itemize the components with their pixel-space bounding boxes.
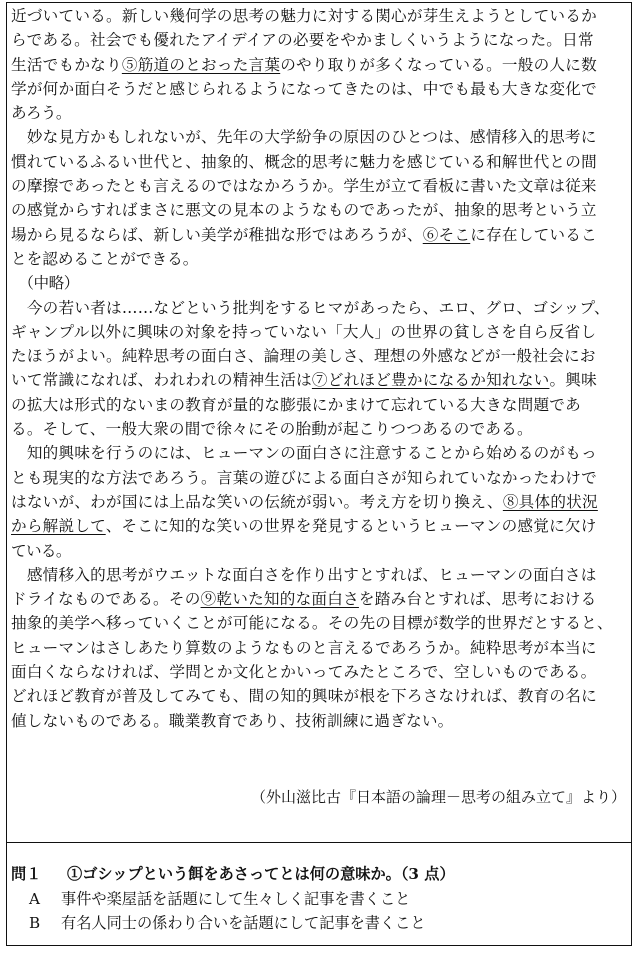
passage-line (11, 587, 631, 611)
passage-line (11, 563, 631, 587)
passage-text: とも現実的な方法であろう。言葉の遊びによる面白さが知られていなかったわけで (11, 468, 597, 487)
question-number: 問１ (11, 865, 42, 883)
passage-line (11, 514, 631, 538)
passage-text: とを認めることができる。 (11, 249, 199, 268)
passage-text: 感情移入的思考がウエットな面白さを作り出すとすれば、ヒューマンの面白さは (11, 565, 597, 584)
passage-line (11, 296, 631, 320)
passage-text: ヒューマンはさしあたり算数のようなものと言えるであろうか。純粋思考が本当に (11, 638, 597, 657)
reading-passage (11, 4, 631, 733)
passage-line (11, 368, 631, 392)
passage-text: いて常識になれば、われわれの精神生活は (11, 371, 312, 390)
passage-line (11, 320, 631, 344)
answer-option-b[interactable] (11, 911, 455, 936)
passage-line (11, 441, 631, 465)
passage-text: らである。社会でも優れたアイデイアの必要をやかましくいうようになった。日常 (11, 31, 594, 50)
passage-text: 生活でもかなり (11, 55, 122, 74)
passage-line (11, 150, 631, 174)
passage-text: 慣れているふるい世代と、抽象的、概念的思考に魅力を感じている和解世代との間 (11, 152, 597, 171)
passage-text: ている。 (11, 541, 71, 560)
underlined-phrase: ⑨乾いた知的な面白さ (200, 590, 359, 609)
passage-line (11, 636, 631, 660)
passage-line (11, 709, 631, 733)
question-text: ①ゴシップという餌をあさってとは何の意味か。（3 点） (67, 865, 455, 883)
passage-text: 場から見るならば、新しい美学が稚拙な形ではあろうが、 (11, 225, 423, 244)
passage-text: のやり取りが多くなっている。一般の人に数 (280, 55, 597, 74)
passage-line (11, 77, 631, 101)
passage-text: 今の若い者は……などという批判をするヒマがあったら、エロ、グロ、ゴシップ、 (11, 298, 610, 317)
passage-text: どれほど教育が普及してみても、間の知的興味が根を下ろさなければ、教育の名に (11, 687, 597, 706)
passage-line (11, 125, 631, 149)
passage-text: を踏み台とすれば、思考における (358, 590, 597, 609)
option-text: 事件や楽屋話を話題にして生々しく記事を書くこと (61, 889, 411, 908)
passage-text: ギャンプル以外に興味の対象を持っていない「大人」の世界の貧しさを自ら反省し (11, 322, 597, 341)
passage-text: に存在しているこ (470, 225, 597, 244)
passage-text: あろう。 (11, 104, 71, 123)
passage-line (11, 53, 631, 77)
option-letter: B (29, 914, 41, 932)
passage-line (11, 466, 631, 490)
passage-text: ドライなものである。その (11, 590, 201, 609)
passage-text: 学が何か面白そうだと感じられるようになってきたのは、中でも最も大きな変化で (11, 79, 597, 98)
passage-line (11, 490, 631, 514)
passage-text: たほうがよい。純粋思考の面白さ、論理の美しさ、理想の外感などが一般社会にお (11, 347, 596, 366)
passage-text: 値しないものである。職業教育であり、技術訓練に過ぎない。 (11, 711, 454, 730)
passage-text: 。興味 (549, 371, 597, 390)
underlined-phrase: ⑥そこ (422, 225, 471, 244)
source-citation: （外山滋比古『日本語の論理－思考の組み立て』より） (250, 788, 626, 806)
passage-line (11, 417, 631, 441)
section-divider (6, 842, 632, 843)
passage-line (11, 344, 631, 368)
option-text: 有名人同士の係わり合いを話題にして記事を書くこと (61, 914, 426, 932)
passage-line (11, 4, 631, 28)
passage-line (11, 393, 631, 417)
question-heading (11, 862, 455, 887)
passage-line (11, 271, 631, 295)
passage-text: 近づいている。新しい幾何学の思考の魅力に対する関心が芽生えようとしているか (11, 7, 597, 25)
question-block (11, 862, 455, 936)
underlined-phrase: ⑤筋道のとおった言葉 (121, 55, 281, 74)
passage-text: 知的興味を行うのには、ヒューマンの面白さに注意することから始めるのがもっ (11, 444, 597, 463)
passage-line (11, 684, 631, 708)
passage-line (11, 611, 631, 635)
passage-line (11, 28, 631, 52)
passage-text: はないが、わが国には上品な笑いの伝統が弱い。考え方を切り換え、 (11, 492, 503, 511)
passage-text: の摩擦であったとも言えるのではなかろうか。学生が立て看板に書いた文章は従来 (11, 177, 597, 196)
passage-line (11, 660, 631, 684)
passage-text: 抽象的美学へ移っていくことが可能になる。その先の目標が数学的世界だとすると、 (11, 614, 613, 633)
passage-text: 妙な見方かもしれないが、先年の大学紛争の原因のひとつは、感情移入的思考に (11, 128, 597, 147)
underlined-phrase: ⑧具体的状況 (502, 492, 598, 511)
option-letter: A (29, 889, 40, 908)
answer-option-a[interactable] (11, 887, 455, 912)
passage-text: る。そして、一般大衆の間で徐々にその胎動が起こりつつあるのである。 (11, 420, 533, 439)
passage-text: の拡大は形式的ないまの教育が量的な膨張にかまけて忘れている大きな問題であ (11, 395, 581, 414)
passage-text: （中略） (11, 274, 79, 293)
passage-line (11, 223, 631, 247)
underlined-phrase: から解説して (11, 517, 106, 536)
passage-line (11, 198, 631, 222)
passage-line (11, 247, 631, 271)
passage-text: の感覚からすればまさに悪文の見本のようなものであったが、抽象的思考という立 (11, 201, 597, 220)
passage-text: 面白くならなければ、学問とか文化とかいってみたところで、空しいものである。 (11, 663, 597, 682)
passage-text: 、そこに知的な笑いの世界を発見するというヒューマンの感覚に欠け (105, 517, 597, 536)
passage-line (11, 539, 631, 563)
passage-line (11, 101, 631, 125)
passage-line (11, 174, 631, 198)
underlined-phrase: ⑦どれほど豊かになるか知れない (311, 371, 550, 390)
